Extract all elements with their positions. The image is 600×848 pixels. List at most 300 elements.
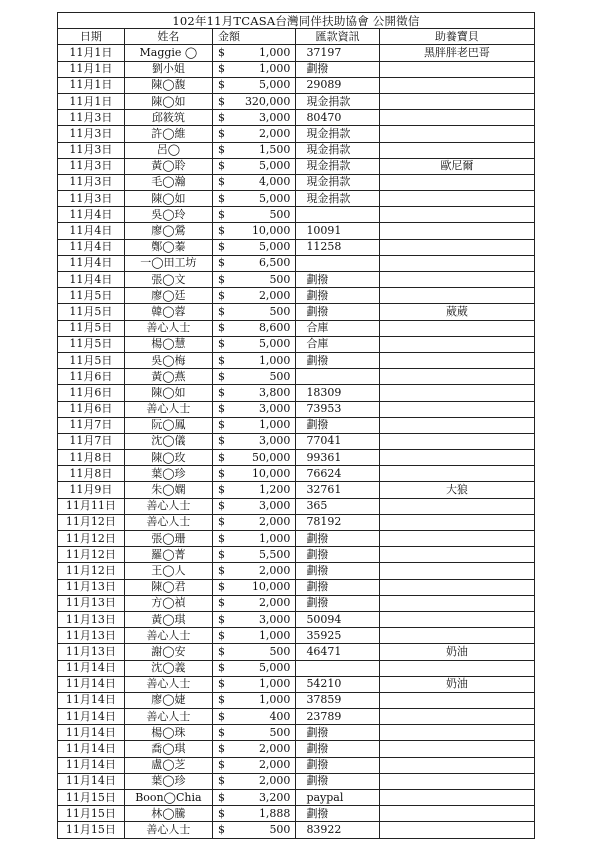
remittance-info-cell [296, 369, 379, 385]
sponsored-pet-cell [379, 223, 534, 239]
date-cell: 11月15日 [58, 822, 125, 838]
amount-value: 2,000 [258, 758, 291, 772]
amount-value: 2,000 [258, 774, 291, 788]
remittance-info-cell: 37859 [296, 692, 379, 708]
date-cell: 11月6日 [58, 385, 125, 401]
remittance-info-cell: 現金捐款 [296, 126, 379, 142]
sponsored-pet-cell [379, 741, 534, 757]
donor-name-cell: 廖◯鶯 [124, 223, 212, 239]
remittance-info-cell: 365 [296, 498, 379, 514]
remittance-info-cell: 劃撥 [296, 417, 379, 433]
table-row [58, 142, 535, 158]
remittance-info-cell: paypal [296, 790, 379, 806]
amount-cell [212, 725, 295, 741]
amount-value: 500 [269, 369, 291, 383]
amount-cell [212, 239, 295, 255]
amount-value: 2,000 [258, 515, 291, 529]
remittance-info-cell [296, 207, 379, 223]
sponsored-pet-cell: 葳葳 [379, 304, 534, 320]
header-info: 匯款資訊 [296, 29, 379, 45]
amount-cell [212, 628, 295, 644]
remittance-info-cell: 29089 [296, 77, 379, 93]
amount-value: 50,000 [251, 450, 291, 464]
sponsored-pet-cell [379, 466, 534, 482]
date-cell: 11月13日 [58, 579, 125, 595]
amount-cell [212, 757, 295, 773]
donor-name-cell: Maggie ◯ [124, 45, 212, 61]
donor-name-cell: 楊◯慧 [124, 336, 212, 352]
remittance-info-cell: 合庫 [296, 320, 379, 336]
date-cell: 11月15日 [58, 790, 125, 806]
donor-name-cell: 善心人士 [124, 822, 212, 838]
title-row [58, 13, 535, 29]
remittance-info-cell [296, 255, 379, 271]
remittance-info-cell: 46471 [296, 644, 379, 660]
table-row [58, 110, 535, 126]
amount-value: 320,000 [244, 94, 291, 108]
amount-value: 1,000 [258, 353, 291, 367]
sponsored-pet-cell [379, 595, 534, 611]
table-row [58, 336, 535, 352]
sponsored-pet-cell [379, 417, 534, 433]
table-row [58, 191, 535, 207]
amount-cell [212, 709, 295, 725]
header-sponsor: 助養寶貝 [379, 29, 534, 45]
amount-cell [212, 741, 295, 757]
donor-name-cell: 一◯田工坊 [124, 255, 212, 271]
amount-cell [212, 385, 295, 401]
date-cell: 11月11日 [58, 498, 125, 514]
remittance-info-cell: 23789 [296, 709, 379, 725]
date-cell: 11月13日 [58, 628, 125, 644]
amount-cell [212, 450, 295, 466]
amount-cell [212, 806, 295, 822]
amount-value: 500 [269, 304, 291, 318]
donor-name-cell: 黃◯琪 [124, 611, 212, 627]
header-date: 日期 [58, 29, 125, 45]
currency-symbol: $ [217, 806, 225, 820]
currency-symbol: $ [217, 62, 225, 76]
amount-cell [212, 514, 295, 530]
donor-name-cell: 陳◯玫 [124, 450, 212, 466]
amount-value: 3,000 [258, 499, 291, 513]
date-cell: 11月15日 [58, 806, 125, 822]
sponsored-pet-cell [379, 352, 534, 368]
amount-cell [212, 336, 295, 352]
donor-name-cell: 陳◯君 [124, 579, 212, 595]
amount-cell [212, 93, 295, 109]
amount-value: 3,000 [258, 110, 291, 124]
donor-name-cell: 葉◯珍 [124, 773, 212, 789]
remittance-info-cell: 劃撥 [296, 304, 379, 320]
table-row [58, 126, 535, 142]
date-cell: 11月1日 [58, 61, 125, 77]
table-row [58, 514, 535, 530]
table-row [58, 790, 535, 806]
donor-name-cell: 陳◯如 [124, 385, 212, 401]
amount-value: 4,000 [258, 175, 291, 189]
date-cell: 11月4日 [58, 207, 125, 223]
amount-value: 5,000 [258, 661, 291, 675]
sponsored-pet-cell [379, 239, 534, 255]
sponsored-pet-cell [379, 142, 534, 158]
amount-cell [212, 692, 295, 708]
amount-cell [212, 498, 295, 514]
sponsored-pet-cell [379, 757, 534, 773]
amount-cell [212, 676, 295, 692]
date-cell: 11月5日 [58, 320, 125, 336]
currency-symbol: $ [217, 159, 225, 173]
currency-symbol: $ [217, 256, 225, 270]
amount-cell [212, 369, 295, 385]
donor-name-cell: 許◯維 [124, 126, 212, 142]
donor-name-cell: 毛◯瀚 [124, 174, 212, 190]
date-cell: 11月14日 [58, 773, 125, 789]
date-cell: 11月14日 [58, 741, 125, 757]
table-row [58, 255, 535, 271]
sponsored-pet-cell [379, 401, 534, 417]
table-row [58, 741, 535, 757]
amount-value: 2,000 [258, 596, 291, 610]
currency-symbol: $ [217, 499, 225, 513]
currency-symbol: $ [217, 790, 225, 804]
date-cell: 11月1日 [58, 77, 125, 93]
amount-value: 10,000 [251, 466, 291, 480]
donation-ledger-table [57, 12, 535, 839]
page-title: 102年11月TCASA台灣同伴扶助協會 公開徵信 [58, 13, 535, 29]
date-cell: 11月5日 [58, 352, 125, 368]
sponsored-pet-cell: 奶油 [379, 676, 534, 692]
currency-symbol: $ [217, 563, 225, 577]
amount-value: 400 [269, 709, 291, 723]
amount-cell [212, 126, 295, 142]
table-row [58, 498, 535, 514]
currency-symbol: $ [217, 45, 225, 59]
table-row [58, 628, 535, 644]
amount-cell [212, 174, 295, 190]
currency-symbol: $ [217, 402, 225, 416]
amount-cell [212, 158, 295, 174]
amount-value: 500 [269, 644, 291, 658]
remittance-info-cell: 37197 [296, 45, 379, 61]
currency-symbol: $ [217, 240, 225, 254]
amount-value: 1,200 [258, 483, 291, 497]
amount-value: 5,500 [258, 547, 291, 561]
amount-cell [212, 531, 295, 547]
amount-value: 10,000 [251, 580, 291, 594]
table-row [58, 93, 535, 109]
remittance-info-cell: 劃撥 [296, 272, 379, 288]
donor-name-cell: 善心人士 [124, 401, 212, 417]
remittance-info-cell: 劃撥 [296, 531, 379, 547]
currency-symbol: $ [217, 466, 225, 480]
table-row [58, 482, 535, 498]
remittance-info-cell: 劃撥 [296, 725, 379, 741]
donor-name-cell: 善心人士 [124, 709, 212, 725]
donor-name-cell: 陳◯如 [124, 191, 212, 207]
currency-symbol: $ [217, 110, 225, 124]
table-row [58, 611, 535, 627]
header-row [58, 29, 535, 45]
table-row [58, 320, 535, 336]
donor-name-cell: 吳◯玲 [124, 207, 212, 223]
sponsored-pet-cell [379, 336, 534, 352]
table-row [58, 547, 535, 563]
table-row [58, 725, 535, 741]
amount-cell [212, 304, 295, 320]
header-name: 姓名 [124, 29, 212, 45]
date-cell: 11月5日 [58, 336, 125, 352]
remittance-info-cell: 現金捐款 [296, 158, 379, 174]
amount-cell [212, 482, 295, 498]
amount-cell [212, 563, 295, 579]
table-row [58, 644, 535, 660]
date-cell: 11月3日 [58, 174, 125, 190]
table-row [58, 806, 535, 822]
table-row [58, 401, 535, 417]
remittance-info-cell: 32761 [296, 482, 379, 498]
remittance-info-cell [296, 660, 379, 676]
amount-value: 1,000 [258, 418, 291, 432]
remittance-info-cell: 劃撥 [296, 563, 379, 579]
header-amount: 金額 [212, 29, 295, 45]
amount-cell [212, 288, 295, 304]
donor-name-cell: 邱筱筑 [124, 110, 212, 126]
sponsored-pet-cell [379, 514, 534, 530]
sponsored-pet-cell [379, 822, 534, 838]
donor-name-cell: 善心人士 [124, 320, 212, 336]
currency-symbol: $ [217, 337, 225, 351]
remittance-info-cell: 現金捐款 [296, 93, 379, 109]
sponsored-pet-cell [379, 61, 534, 77]
sponsored-pet-cell [379, 531, 534, 547]
table-row [58, 158, 535, 174]
sponsored-pet-cell [379, 611, 534, 627]
date-cell: 11月6日 [58, 369, 125, 385]
amount-value: 5,000 [258, 337, 291, 351]
currency-symbol: $ [217, 531, 225, 545]
amount-value: 1,888 [258, 806, 291, 820]
table-row [58, 595, 535, 611]
amount-cell [212, 790, 295, 806]
sponsored-pet-cell [379, 790, 534, 806]
date-cell: 11月3日 [58, 126, 125, 142]
remittance-info-cell: 11258 [296, 239, 379, 255]
amount-value: 6,500 [258, 256, 291, 270]
amount-cell [212, 611, 295, 627]
table-row [58, 757, 535, 773]
table-row [58, 207, 535, 223]
remittance-info-cell: 合庫 [296, 336, 379, 352]
sponsored-pet-cell: 大狼 [379, 482, 534, 498]
currency-symbol: $ [217, 126, 225, 140]
table-row [58, 450, 535, 466]
sponsored-pet-cell [379, 660, 534, 676]
sponsored-pet-cell [379, 255, 534, 271]
amount-value: 500 [269, 725, 291, 739]
date-cell: 11月12日 [58, 563, 125, 579]
donor-name-cell: 張◯珊 [124, 531, 212, 547]
amount-value: 3,800 [258, 385, 291, 399]
amount-cell [212, 433, 295, 449]
donor-name-cell: 喬◯琪 [124, 741, 212, 757]
currency-symbol: $ [217, 78, 225, 92]
remittance-info-cell: 劃撥 [296, 352, 379, 368]
amount-cell [212, 466, 295, 482]
sponsored-pet-cell [379, 272, 534, 288]
amount-cell [212, 272, 295, 288]
amount-cell [212, 660, 295, 676]
amount-value: 500 [269, 207, 291, 221]
sponsored-pet-cell [379, 806, 534, 822]
date-cell: 11月12日 [58, 514, 125, 530]
currency-symbol: $ [217, 385, 225, 399]
amount-cell [212, 191, 295, 207]
date-cell: 11月14日 [58, 757, 125, 773]
amount-value: 1,000 [258, 677, 291, 691]
table-row [58, 579, 535, 595]
donor-name-cell: 吳◯梅 [124, 352, 212, 368]
table-row [58, 61, 535, 77]
currency-symbol: $ [217, 450, 225, 464]
donor-name-cell: 王◯人 [124, 563, 212, 579]
remittance-info-cell: 50094 [296, 611, 379, 627]
donor-name-cell: 黃◯燕 [124, 369, 212, 385]
amount-value: 3,000 [258, 402, 291, 416]
table-row [58, 433, 535, 449]
amount-cell [212, 61, 295, 77]
amount-cell [212, 579, 295, 595]
date-cell: 11月14日 [58, 709, 125, 725]
sponsored-pet-cell [379, 563, 534, 579]
date-cell: 11月1日 [58, 45, 125, 61]
remittance-info-cell: 劃撥 [296, 595, 379, 611]
table-row [58, 466, 535, 482]
remittance-info-cell: 現金捐款 [296, 191, 379, 207]
date-cell: 11月5日 [58, 304, 125, 320]
amount-value: 500 [269, 272, 291, 286]
remittance-info-cell: 劃撥 [296, 579, 379, 595]
sponsored-pet-cell [379, 498, 534, 514]
amount-cell [212, 223, 295, 239]
amount-value: 3,000 [258, 612, 291, 626]
sponsored-pet-cell [379, 191, 534, 207]
currency-symbol: $ [217, 612, 225, 626]
sponsored-pet-cell [379, 579, 534, 595]
sponsored-pet-cell [379, 628, 534, 644]
amount-value: 1,000 [258, 693, 291, 707]
date-cell: 11月14日 [58, 660, 125, 676]
sponsored-pet-cell [379, 433, 534, 449]
date-cell: 11月3日 [58, 110, 125, 126]
remittance-info-cell: 現金捐款 [296, 142, 379, 158]
currency-symbol: $ [217, 661, 225, 675]
donor-name-cell: Boon◯Chia [124, 790, 212, 806]
donor-name-cell: 善心人士 [124, 676, 212, 692]
donor-name-cell: 朱◯嫻 [124, 482, 212, 498]
table-row [58, 304, 535, 320]
amount-cell [212, 595, 295, 611]
table-row [58, 352, 535, 368]
date-cell: 11月6日 [58, 401, 125, 417]
date-cell: 11月4日 [58, 272, 125, 288]
currency-symbol: $ [217, 304, 225, 318]
table-row [58, 563, 535, 579]
date-cell: 11月4日 [58, 255, 125, 271]
currency-symbol: $ [217, 143, 225, 157]
currency-symbol: $ [217, 628, 225, 642]
sponsored-pet-cell [379, 93, 534, 109]
remittance-info-cell: 劃撥 [296, 547, 379, 563]
date-cell: 11月4日 [58, 239, 125, 255]
remittance-info-cell: 10091 [296, 223, 379, 239]
sponsored-pet-cell [379, 709, 534, 725]
currency-symbol: $ [217, 321, 225, 335]
date-cell: 11月3日 [58, 158, 125, 174]
currency-symbol: $ [217, 547, 225, 561]
amount-cell [212, 77, 295, 93]
currency-symbol: $ [217, 288, 225, 302]
date-cell: 11月4日 [58, 223, 125, 239]
donor-name-cell: 盧◯芝 [124, 757, 212, 773]
currency-symbol: $ [217, 742, 225, 756]
donor-name-cell: 張◯文 [124, 272, 212, 288]
amount-value: 1,000 [258, 62, 291, 76]
amount-cell [212, 417, 295, 433]
amount-cell [212, 207, 295, 223]
remittance-info-cell: 劃撥 [296, 773, 379, 789]
currency-symbol: $ [217, 515, 225, 529]
currency-symbol: $ [217, 580, 225, 594]
table-row [58, 45, 535, 61]
currency-symbol: $ [217, 644, 225, 658]
donor-name-cell: 陳◯如 [124, 93, 212, 109]
remittance-info-cell: 劃撥 [296, 806, 379, 822]
currency-symbol: $ [217, 822, 225, 836]
table-row [58, 531, 535, 547]
donor-name-cell: 劉小姐 [124, 61, 212, 77]
donor-name-cell: 沈◯義 [124, 660, 212, 676]
donor-name-cell: 楊◯珠 [124, 725, 212, 741]
amount-value: 1,000 [258, 628, 291, 642]
remittance-info-cell: 99361 [296, 450, 379, 466]
sponsored-pet-cell [379, 773, 534, 789]
amount-value: 8,600 [258, 321, 291, 335]
table-row [58, 272, 535, 288]
amount-cell [212, 142, 295, 158]
currency-symbol: $ [217, 272, 225, 286]
date-cell: 11月13日 [58, 595, 125, 611]
amount-cell [212, 644, 295, 660]
table-row [58, 223, 535, 239]
table-row [58, 239, 535, 255]
sponsored-pet-cell: 黑胖胖老巴哥 [379, 45, 534, 61]
remittance-info-cell: 78192 [296, 514, 379, 530]
remittance-info-cell: 劃撥 [296, 741, 379, 757]
date-cell: 11月14日 [58, 692, 125, 708]
remittance-info-cell: 80470 [296, 110, 379, 126]
currency-symbol: $ [217, 418, 225, 432]
amount-value: 3,200 [258, 790, 291, 804]
currency-symbol: $ [217, 758, 225, 772]
amount-cell [212, 773, 295, 789]
date-cell: 11月5日 [58, 288, 125, 304]
sponsored-pet-cell [379, 692, 534, 708]
date-cell: 11月7日 [58, 433, 125, 449]
currency-symbol: $ [217, 191, 225, 205]
remittance-info-cell: 83922 [296, 822, 379, 838]
donor-name-cell: 黃◯聆 [124, 158, 212, 174]
